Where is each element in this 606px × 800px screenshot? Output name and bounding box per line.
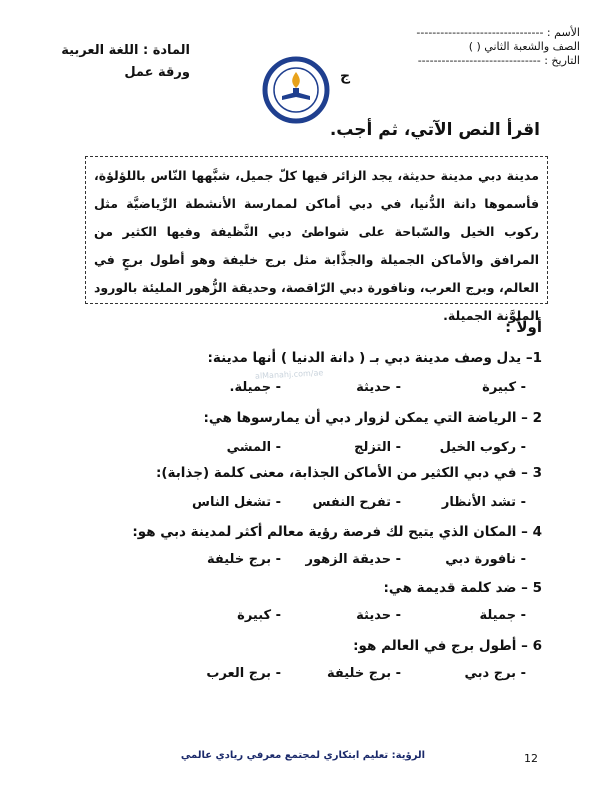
vision-footer: الرؤية: تعليم ابتكاري لمجتمع معرفي ريادي عالمي bbox=[180, 750, 426, 761]
school-logo bbox=[262, 56, 330, 124]
question-6: 6 – أطول برج في العالم هو: bbox=[353, 638, 542, 654]
question-2: 2 – الرياضة التي يمكن لزوار دبي أن يمارسوها هي: bbox=[203, 410, 542, 426]
question-3: 3 – في دبي الكثير من الأماكن الجذابة، معنى كلمة (جذابة): bbox=[155, 465, 542, 481]
subject-label: المادة : اللغة العربية bbox=[61, 43, 190, 58]
name-label: الأسم : bbox=[546, 26, 580, 39]
option[interactable]: - حديثة bbox=[356, 608, 401, 623]
name-row bbox=[360, 26, 580, 40]
section-title: أولاً : bbox=[505, 318, 542, 336]
question-1-options bbox=[186, 380, 526, 404]
option[interactable]: - جميلة bbox=[479, 608, 526, 623]
question-4: 4 – المكان الذي يتيح لك فرصة رؤية معالم أكثر لمدينة دبي هو: bbox=[132, 524, 542, 540]
option[interactable]: - برج دبي bbox=[464, 666, 526, 681]
question-4-options bbox=[186, 552, 526, 576]
class-label: الصف والشعبة الثاني ( ) bbox=[468, 40, 580, 53]
option[interactable]: - برج خليفة bbox=[326, 666, 401, 681]
date-label: التاريخ : bbox=[544, 54, 580, 67]
option[interactable]: - كبيرة bbox=[482, 380, 526, 395]
option[interactable]: - حديقة الزهور bbox=[305, 552, 401, 567]
option[interactable]: - برج خليفة bbox=[206, 552, 281, 567]
option[interactable]: - تفرح النفس bbox=[312, 495, 401, 510]
option[interactable]: - التزلج bbox=[354, 440, 401, 455]
reading-passage: مدينة دبي مدينة حديثة، يجد الزائر فيها كلّ جميل، شبَّهها النّاس باللؤلؤة، فأسموها دانة الدُّنيا، في دبي أماكن لممارسة الأنشطة الرِّياضيَّة مثل ركوب الخيل والسّباحة على شواطئ دبي النَّظيفة وفيها الكثير من المرافق والأماكن الجميلة والجذَّابة مثل برج خليفة وهو أطول برجٍ في العالم، وبرج العرب، ونافورة دبي الرّاقصة، وحديقة الزُّهور المليئة بالورود الملوَّنة الجميلة. bbox=[85, 156, 548, 304]
question-1: 1– يدل وصف مدينة دبي بـ ( دانة الدنيا ) أنها مدينة: bbox=[207, 350, 542, 366]
question-5-options bbox=[186, 608, 526, 632]
question-5: 5 – ضد كلمة قديمة هي: bbox=[383, 580, 542, 596]
instruction-heading: اقرأ النص الآتي، ثم أجب. bbox=[329, 120, 540, 140]
question-6-options bbox=[186, 666, 526, 690]
option[interactable]: - تشغل الناس bbox=[192, 495, 281, 510]
student-info-block bbox=[360, 26, 580, 68]
option[interactable]: - كبيرة bbox=[237, 608, 281, 623]
question-2-options bbox=[186, 440, 526, 464]
option[interactable]: - برج العرب bbox=[206, 666, 281, 681]
date-line: ------------------------------- bbox=[417, 54, 541, 67]
logo-mark: ج bbox=[340, 68, 351, 84]
date-row bbox=[360, 54, 580, 68]
page-number: 12 bbox=[524, 752, 538, 765]
subject-block bbox=[60, 40, 190, 84]
name-line: -------------------------------- bbox=[416, 26, 544, 39]
option[interactable]: - جميلة. bbox=[229, 380, 281, 395]
option[interactable]: - تشد الأنظار bbox=[441, 495, 526, 510]
class-row bbox=[360, 40, 580, 54]
watermark-text: alManahj.com/ae bbox=[254, 368, 324, 381]
option[interactable]: - نافورة دبي bbox=[445, 552, 526, 567]
worksheet-label: ورقة عمل bbox=[124, 65, 190, 80]
option[interactable]: - ركوب الخيل bbox=[439, 440, 526, 455]
option[interactable]: - المشي bbox=[226, 440, 281, 455]
option[interactable]: - حديثة bbox=[356, 380, 401, 395]
question-3-options bbox=[186, 495, 526, 519]
